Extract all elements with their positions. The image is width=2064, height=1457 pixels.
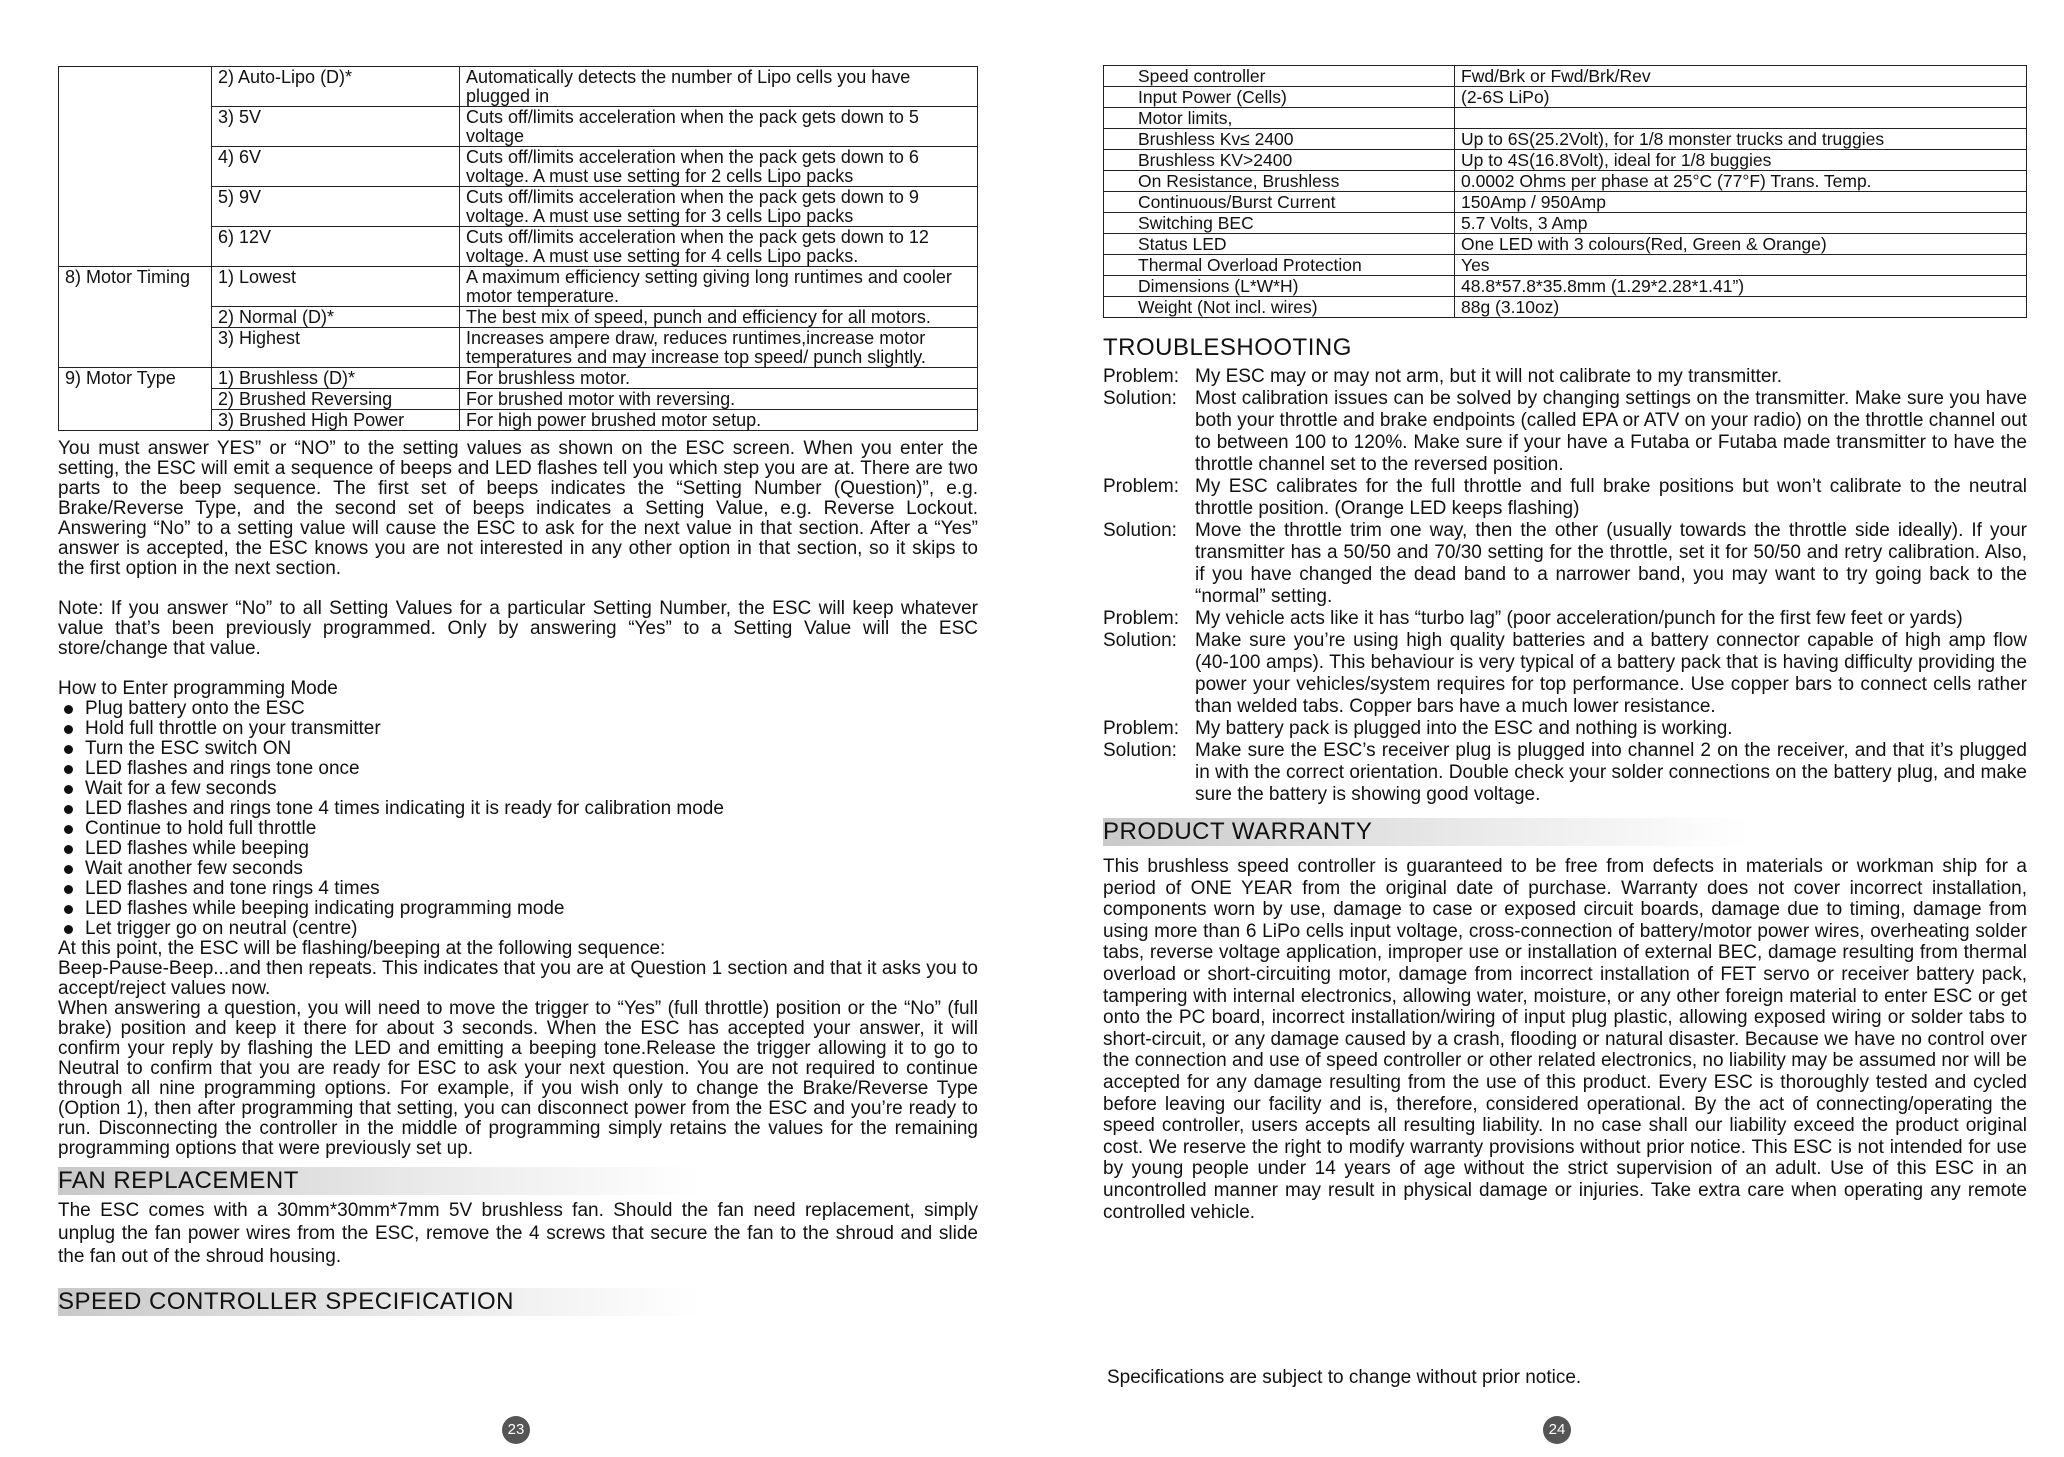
spec-title: SPEED CONTROLLER SPECIFICATION [58, 1288, 978, 1316]
troubleshooting-label: Solution: [1103, 520, 1177, 541]
programming-step: Wait for a few seconds [58, 779, 978, 799]
spec-key: Weight (Not incl. wires) [1104, 297, 1455, 318]
page-number: 23 [502, 1416, 530, 1444]
spec-row [1104, 234, 2027, 255]
spec-value: One LED with 3 colours(Red, Green & Orange) [1455, 234, 2027, 255]
spec-value: Up to 6S(25.2Volt), for 1/8 monster trucks and truggies [1455, 129, 2027, 150]
troubleshooting-item [1103, 520, 2027, 608]
setting-description: Automatically detects the number of Lipo cells you have plugged in [460, 67, 978, 107]
programming-step: LED flashes while beeping [58, 839, 978, 859]
troubleshooting-text: My ESC may or may not arm, but it will not calibrate to my transmitter. [1195, 366, 1783, 387]
spec-table [1103, 65, 2027, 318]
programming-step: Let trigger go on neutral (centre) [58, 919, 978, 939]
setting-option: 1) Brushless (D)* [212, 368, 460, 389]
spec-key: Brushless KV>2400 [1104, 150, 1455, 171]
spec-key: Continuous/Burst Current [1104, 192, 1455, 213]
spec-row [1104, 87, 2027, 108]
spec-value: (2-6S LiPo) [1455, 87, 2027, 108]
troubleshooting-item [1103, 476, 2027, 520]
spec-row [1104, 171, 2027, 192]
troubleshooting-list [1103, 366, 2027, 806]
troubleshooting-label: Problem: [1103, 476, 1180, 497]
troubleshooting-item [1103, 608, 2027, 630]
note-paragraph: Note: If you answer “No” to all Setting Values for a particular Setting Number, the ESC will keep whatever value that’s been previously programmed. Only by answering “Yes” to a Setting Value will the ESC store/change that value. [58, 598, 978, 659]
programming-steps [58, 699, 978, 939]
spec-key: Dimensions (L*W*H) [1104, 276, 1455, 297]
setting-option: 2) Auto-Lipo (D)* [212, 67, 460, 107]
spec-row [1104, 66, 2027, 87]
troubleshooting-text: My battery pack is plugged into the ESC and nothing is working. [1195, 718, 1733, 739]
setting-description: The best mix of speed, punch and efficiency for all motors. [460, 307, 978, 328]
setting-description: A maximum efficiency setting giving long runtimes and cooler motor temperature. [460, 267, 978, 307]
spec-key: On Resistance, Brushless [1104, 171, 1455, 192]
setting-group: 9) Motor Type [59, 368, 212, 431]
setting-description: For brushed motor with reversing. [460, 389, 978, 410]
troubleshooting-item [1103, 630, 2027, 718]
left-page [58, 0, 978, 1457]
troubleshooting-item [1103, 740, 2027, 806]
settings-table [58, 66, 978, 431]
troubleshooting-item [1103, 718, 2027, 740]
setting-option: 1) Lowest [212, 267, 460, 307]
programming-step: LED flashes and tone rings 4 times [58, 879, 978, 899]
troubleshooting-label: Solution: [1103, 740, 1177, 761]
programming-step: LED flashes and rings tone once [58, 759, 978, 779]
spec-row [1104, 192, 2027, 213]
setting-option: 2) Brushed Reversing [212, 389, 460, 410]
spec-value: 0.0002 Ohms per phase at 25°C (77°F) Trans. Temp. [1455, 171, 2027, 192]
spec-key: Motor limits, [1104, 108, 1455, 129]
spec-row [1104, 108, 2027, 129]
setting-option: 3) 5V [212, 107, 460, 147]
spec-key: Switching BEC [1104, 213, 1455, 234]
spec-row [1104, 213, 2027, 234]
setting-description: For high power brushed motor setup. [460, 410, 978, 431]
troubleshooting-text: Most calibration issues can be solved by changing settings on the transmitter. Make sure you have both your throttle and brake endpoints (called EPA or ATV on your radio) on the throttle channel out to between 100 to 120%. Make sure if your have a Futaba or Futaba made transmitter to have the throttle channel set to the reversed position. [1195, 388, 2027, 475]
warranty-text: This brushless speed controller is guaranteed to be free from defects in materials or workman ship for a period of ONE YEAR from the original date of purchase. Warranty does not cover incorrect installation, components worn by use, damage to case or exposed circuit boards, damage due to timing, damage from using more than 6 LiPo cells input voltage, cross-connection of battery/motor power wires, overheating solder tabs, reverse voltage application, improper use or installation of external BEC, damage resulting from thermal overload or short-circuiting motor, damage from incorrect installation of FET servo or receiver battery pack, tampering with internal electronics, allowing water, moisture, or any other foreign material to enter ESC or get onto the PC board, incorrect installation/wiring of input plug plastic, allowing exposed wiring or solder tabs to short-circuit, or any damage caused by a crash, flooding or natural disaster. Because we have no control over the connection and use of speed controller or other related electronics, no liability may be assumed nor will be accepted for any damage resulting from the use of this product. Every ESC is thoroughly tested and cycled before leaving our facility and is, therefore, considered operational. By the act of connecting/operating the speed controller, users accepts all resulting liability. In no case shall our liability exceed the product original cost. We reserve the right to modify warranty provisions without prior notice. This ESC is not intended for use by young people under 14 years of age without the strict supervision of an adult. Use of this ESC in an uncontrolled manner may result in physical damage or injuries. Take extra care when operating any remote controlled vehicle. [1103, 856, 2027, 1223]
warranty-title: PRODUCT WARRANTY [1103, 818, 2027, 846]
troubleshooting-item [1103, 388, 2027, 476]
troubleshooting-text: Move the throttle trim one way, then the other (usually towards the throttle side ideally). If your transmitter has a 50/50 and 70/30 setting for the throttle, set it for 50/50 and retry calibration. Also, if you have changed the dead band to a narrower band, you may want to try going back to the “normal” setting. [1195, 520, 2027, 607]
spec-row [1104, 150, 2027, 171]
spec-key: Input Power (Cells) [1104, 87, 1455, 108]
spec-key: Speed controller [1104, 66, 1455, 87]
programming-heading: How to Enter programming Mode [58, 678, 338, 699]
sequence-paragraph: At this point, the ESC will be flashing/beeping at the following sequence: [58, 938, 666, 959]
troubleshooting-label: Solution: [1103, 630, 1177, 651]
programming-step: LED flashes and rings tone 4 times indicating it is ready for calibration mode [58, 799, 978, 819]
right-page [1103, 0, 2027, 1457]
setting-description: Cuts off/limits acceleration when the pack gets down to 6 voltage. A must use setting for 2 cells Lipo packs [460, 147, 978, 187]
settings-row [59, 368, 978, 389]
fan-replacement-title: FAN REPLACEMENT [58, 1167, 978, 1195]
setting-description: Cuts off/limits acceleration when the pack gets down to 9 voltage. A must use setting for 3 cells Lipo packs [460, 187, 978, 227]
setting-option: 4) 6V [212, 147, 460, 187]
spec-value: Fwd/Brk or Fwd/Brk/Rev [1455, 66, 2027, 87]
setting-description: Cuts off/limits acceleration when the pack gets down to 12 voltage. A must use setting for 4 cells Lipo packs. [460, 227, 978, 267]
setting-description: Cuts off/limits acceleration when the pack gets down to 5 voltage [460, 107, 978, 147]
programming-step: Plug battery onto the ESC [58, 699, 978, 719]
spec-value: 48.8*57.8*35.8mm (1.29*2.28*1.41”) [1455, 276, 2027, 297]
troubleshooting-text: My vehicle acts like it has “turbo lag” (poor acceleration/punch for the first few feet or yards) [1195, 608, 1963, 629]
answering-paragraph: When answering a question, you will need to move the trigger to “Yes” (full throttle) position or the “No” (full brake) position and keep it there for about 3 seconds. When the ESC has accepted your answer, it will confirm your reply by flashing the LED and emitting a beeping tone.Release the trigger allowing it to go to Neutral to confirm that you are ready for ESC to ask your next question. You are not required to continue through all nine programming options. For example, if you wish only to change the Brake/Reverse Type (Option 1), then after programming that setting, you can disconnect power from the ESC and you’re ready to run. Disconnecting the controller in the middle of programming simply retains the values for the remaining programming options that were previously set up. [58, 998, 978, 1159]
troubleshooting-label: Problem: [1103, 718, 1180, 739]
programming-step: Hold full throttle on your transmitter [58, 719, 978, 739]
settings-row [59, 267, 978, 307]
setting-option: 5) 9V [212, 187, 460, 227]
beep-paragraph: Beep-Pause-Beep...and then repeats. This indicates that you are at Question 1 section and that it asks you to accept/reject values now. [58, 958, 978, 999]
setting-option: 3) Brushed High Power [212, 410, 460, 431]
spec-row [1104, 129, 2027, 150]
setting-group [59, 67, 212, 267]
specs-notice: Specifications are subject to change without prior notice. [1107, 1367, 1582, 1388]
spec-value: 5.7 Volts, 3 Amp [1455, 213, 2027, 234]
setting-group: 8) Motor Timing [59, 267, 212, 368]
troubleshooting-title: TROUBLESHOOTING [1103, 334, 1352, 361]
setting-option: 3) Highest [212, 328, 460, 368]
troubleshooting-label: Solution: [1103, 388, 1177, 409]
programming-step: LED flashes while beeping indicating programming mode [58, 899, 978, 919]
programming-step: Turn the ESC switch ON [58, 739, 978, 759]
setting-description: For brushless motor. [460, 368, 978, 389]
troubleshooting-label: Problem: [1103, 366, 1180, 387]
page-number: 24 [1543, 1416, 1571, 1444]
spec-key: Brushless Kv≤ 2400 [1104, 129, 1455, 150]
setting-option: 2) Normal (D)* [212, 307, 460, 328]
spec-value [1455, 108, 2027, 129]
spec-value: 88g (3.10oz) [1455, 297, 2027, 318]
spec-value: 150Amp / 950Amp [1455, 192, 2027, 213]
programming-step: Continue to hold full throttle [58, 819, 978, 839]
troubleshooting-item [1103, 366, 2027, 388]
troubleshooting-text: Make sure you’re using high quality batteries and a battery connector capable of high amp flow (40-100 amps). This behaviour is very typical of a battery pack that is having difficulty providing the power your vehicles/system requires for top performance. Use copper bars to connect cells rather than welded tabs. Copper bars have a much lower resistance. [1195, 630, 2027, 717]
spec-row [1104, 276, 2027, 297]
spec-value: Up to 4S(16.8Volt), ideal for 1/8 buggies [1455, 150, 2027, 171]
setting-option: 6) 12V [212, 227, 460, 267]
settings-row [59, 67, 978, 107]
spec-row [1104, 297, 2027, 318]
intro-paragraph: You must answer YES” or “NO” to the setting values as shown on the ESC screen. When you enter the setting, the ESC will emit a sequence of beeps and LED flashes tell you which step you are at. There are two parts to the beep sequence. The first set of beeps indicates the “Setting Number (Question)”, e.g. Brake/Reverse Type, and the second set of beeps indicates a Setting Value, e.g. Reverse Lockout. Answering “No” to a setting value will cause the ESC to ask for the next value in that section. After a “Yes” answer is accepted, the ESC knows you are not interested in any other option in that section, so it skips to the first option in the next section. [58, 438, 978, 579]
spec-value: Yes [1455, 255, 2027, 276]
spec-row [1104, 255, 2027, 276]
programming-step: Wait another few seconds [58, 859, 978, 879]
spec-key: Status LED [1104, 234, 1455, 255]
troubleshooting-text: Make sure the ESC’s receiver plug is plugged into channel 2 on the receiver, and that it’s plugged in with the correct orientation. Double check your solder connections on the battery plug, and make sure the battery is showing good voltage. [1195, 740, 2027, 805]
troubleshooting-text: My ESC calibrates for the full throttle and full brake positions but won’t calibrate to the neutral throttle position. (Orange LED keeps flashing) [1195, 476, 2027, 519]
fan-replacement-text: The ESC comes with a 30mm*30mm*7mm 5V brushless fan. Should the fan need replacement, simply unplug the fan power wires from the ESC, remove the 4 screws that secure the fan to the shroud and slide the fan out of the shroud housing. [58, 1200, 978, 1267]
spec-key: Thermal Overload Protection [1104, 255, 1455, 276]
troubleshooting-label: Problem: [1103, 608, 1180, 629]
setting-description: Increases ampere draw, reduces runtimes,increase motor temperatures and may increase top speed/ punch slightly. [460, 328, 978, 368]
